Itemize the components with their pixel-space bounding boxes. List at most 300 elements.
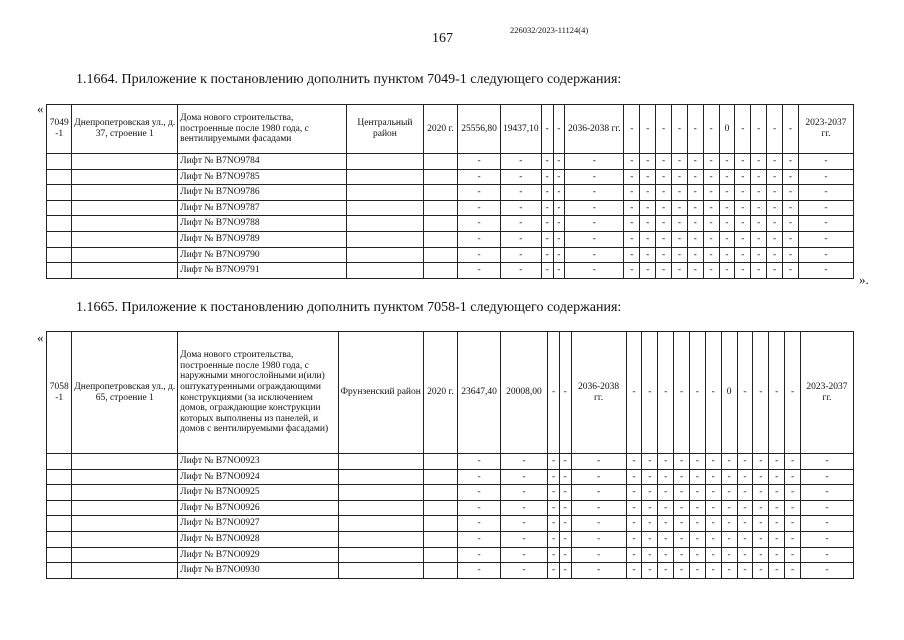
- empty-cell: [423, 154, 458, 170]
- dash-cell: -: [798, 263, 853, 279]
- dash-cell: -: [785, 500, 801, 516]
- section-1-main-row: [47, 105, 854, 154]
- section-2-main-row: [47, 332, 854, 454]
- lift-row: [47, 500, 854, 516]
- dash-cell: -: [782, 216, 798, 232]
- dash-cell: -: [767, 231, 783, 247]
- dash-cell: -: [785, 454, 801, 470]
- dash-cell: -: [548, 531, 560, 547]
- lift-label: Лифт № B7NO9790: [178, 247, 347, 263]
- dash-cell: -: [674, 563, 690, 579]
- dash-cell: -: [737, 563, 753, 579]
- cell: -: [658, 332, 674, 454]
- dash-cell: -: [500, 516, 548, 532]
- dash-cell: -: [689, 469, 705, 485]
- dash-cell: -: [565, 185, 624, 201]
- dash-cell: -: [671, 200, 687, 216]
- dash-cell: -: [571, 485, 626, 501]
- dash-cell: -: [719, 231, 735, 247]
- dash-cell: -: [571, 454, 626, 470]
- dash-cell: -: [500, 200, 541, 216]
- dash-cell: -: [541, 263, 553, 279]
- empty-cell: [338, 531, 423, 547]
- empty-cell: [72, 563, 178, 579]
- dash-cell: -: [753, 469, 769, 485]
- dash-cell: -: [674, 454, 690, 470]
- dash-cell: -: [541, 154, 553, 170]
- dash-cell: -: [458, 200, 500, 216]
- lift-row: [47, 200, 854, 216]
- dash-cell: -: [541, 216, 553, 232]
- cell: -: [553, 105, 565, 154]
- dash-cell: -: [500, 485, 548, 501]
- empty-cell: [347, 169, 423, 185]
- dash-cell: -: [458, 454, 500, 470]
- dash-cell: -: [674, 469, 690, 485]
- dash-cell: -: [671, 216, 687, 232]
- lift-row: [47, 469, 854, 485]
- dash-cell: -: [541, 200, 553, 216]
- dash-cell: -: [719, 185, 735, 201]
- dash-cell: -: [689, 531, 705, 547]
- dash-cell: -: [769, 563, 785, 579]
- dash-cell: -: [735, 154, 751, 170]
- dash-cell: -: [767, 263, 783, 279]
- dash-cell: -: [767, 154, 783, 170]
- dash-cell: -: [782, 154, 798, 170]
- dash-cell: -: [565, 247, 624, 263]
- dash-cell: -: [751, 200, 767, 216]
- dash-cell: -: [458, 169, 500, 185]
- cell: -: [559, 332, 571, 454]
- dash-cell: -: [721, 454, 737, 470]
- dash-cell: -: [500, 547, 548, 563]
- dash-cell: -: [541, 247, 553, 263]
- document-reference: 226032/2023-11124(4): [510, 25, 589, 35]
- empty-cell: [423, 185, 458, 201]
- dash-cell: -: [642, 563, 658, 579]
- dash-cell: -: [769, 500, 785, 516]
- dash-cell: -: [703, 185, 719, 201]
- empty-cell: [423, 531, 458, 547]
- empty-cell: [423, 216, 458, 232]
- empty-cell: [47, 454, 72, 470]
- dash-cell: -: [458, 516, 500, 532]
- dash-cell: -: [719, 216, 735, 232]
- dash-cell: -: [500, 154, 541, 170]
- dash-cell: -: [458, 485, 500, 501]
- section-2-table: [46, 331, 854, 579]
- dash-cell: -: [500, 247, 541, 263]
- empty-cell: [423, 516, 458, 532]
- empty-cell: [72, 231, 178, 247]
- empty-cell: [338, 454, 423, 470]
- dash-cell: -: [640, 231, 656, 247]
- dash-cell: -: [751, 247, 767, 263]
- dash-cell: -: [703, 263, 719, 279]
- dash-cell: -: [624, 200, 640, 216]
- dash-cell: -: [658, 469, 674, 485]
- lift-row: [47, 216, 854, 232]
- empty-cell: [338, 516, 423, 532]
- lift-label: Лифт № B7NO9788: [178, 216, 347, 232]
- dash-cell: -: [800, 500, 853, 516]
- empty-cell: [347, 247, 423, 263]
- dash-cell: -: [753, 547, 769, 563]
- dash-cell: -: [703, 216, 719, 232]
- empty-cell: [338, 563, 423, 579]
- empty-cell: [423, 231, 458, 247]
- dash-cell: -: [642, 469, 658, 485]
- final-period: 2023-2037 гг.: [800, 332, 853, 454]
- dash-cell: -: [705, 531, 721, 547]
- dash-cell: -: [458, 231, 500, 247]
- dash-cell: -: [565, 154, 624, 170]
- lift-label: Лифт № B7NO0929: [178, 547, 339, 563]
- dash-cell: -: [735, 231, 751, 247]
- dash-cell: -: [751, 216, 767, 232]
- cell: -: [656, 105, 672, 154]
- dash-cell: -: [656, 263, 672, 279]
- dash-cell: -: [624, 263, 640, 279]
- dash-cell: -: [500, 469, 548, 485]
- dash-cell: -: [500, 531, 548, 547]
- dash-cell: -: [626, 547, 642, 563]
- dash-cell: -: [753, 531, 769, 547]
- dash-cell: -: [782, 200, 798, 216]
- dash-cell: -: [689, 485, 705, 501]
- dash-cell: -: [798, 185, 853, 201]
- empty-cell: [72, 531, 178, 547]
- dash-cell: -: [721, 485, 737, 501]
- dash-cell: -: [674, 485, 690, 501]
- dash-cell: -: [553, 185, 565, 201]
- dash-cell: -: [703, 200, 719, 216]
- lift-label: Лифт № B7NO9786: [178, 185, 347, 201]
- empty-cell: [47, 469, 72, 485]
- empty-cell: [423, 169, 458, 185]
- dash-cell: -: [658, 500, 674, 516]
- lift-row: [47, 185, 854, 201]
- cell: -: [640, 105, 656, 154]
- dash-cell: -: [642, 454, 658, 470]
- dash-cell: -: [800, 563, 853, 579]
- dash-cell: -: [767, 200, 783, 216]
- dash-cell: -: [769, 485, 785, 501]
- dash-cell: -: [541, 185, 553, 201]
- dash-cell: -: [769, 516, 785, 532]
- empty-cell: [47, 485, 72, 501]
- dash-cell: -: [458, 216, 500, 232]
- dash-cell: -: [658, 547, 674, 563]
- dash-cell: -: [735, 185, 751, 201]
- dash-cell: -: [689, 516, 705, 532]
- living-area: 19437,10: [500, 105, 541, 154]
- dash-cell: -: [800, 516, 853, 532]
- dash-cell: -: [753, 454, 769, 470]
- cell: -: [674, 332, 690, 454]
- section-2-open-quote: «: [37, 330, 44, 345]
- dash-cell: -: [656, 169, 672, 185]
- dash-cell: -: [798, 154, 853, 170]
- dash-cell: -: [642, 547, 658, 563]
- dash-cell: -: [656, 231, 672, 247]
- dash-cell: -: [719, 247, 735, 263]
- dash-cell: -: [500, 563, 548, 579]
- dash-cell: -: [721, 547, 737, 563]
- empty-cell: [338, 547, 423, 563]
- empty-cell: [72, 469, 178, 485]
- dash-cell: -: [767, 169, 783, 185]
- lift-label: Лифт № B7NO0924: [178, 469, 339, 485]
- dash-cell: -: [753, 485, 769, 501]
- dash-cell: -: [671, 231, 687, 247]
- dash-cell: -: [658, 563, 674, 579]
- section-1-heading: 1.1664. Приложение к постановлению дополнить пунктом 7049-1 следующего содержания:: [76, 72, 622, 87]
- dash-cell: -: [624, 185, 640, 201]
- lift-label: Лифт № B7NO9791: [178, 263, 347, 279]
- living-area: 20008,00: [500, 332, 548, 454]
- empty-cell: [347, 231, 423, 247]
- lift-label: Лифт № B7NO0930: [178, 563, 339, 579]
- dash-cell: -: [626, 516, 642, 532]
- dash-cell: -: [500, 169, 541, 185]
- dash-cell: -: [458, 563, 500, 579]
- dash-cell: -: [559, 485, 571, 501]
- dash-cell: -: [687, 169, 703, 185]
- dash-cell: -: [656, 185, 672, 201]
- empty-cell: [347, 263, 423, 279]
- dash-cell: -: [719, 169, 735, 185]
- dash-cell: -: [640, 200, 656, 216]
- dash-cell: -: [753, 516, 769, 532]
- empty-cell: [347, 154, 423, 170]
- lift-label: Лифт № B7NO0928: [178, 531, 339, 547]
- dash-cell: -: [624, 247, 640, 263]
- dash-cell: -: [737, 531, 753, 547]
- empty-cell: [72, 500, 178, 516]
- dash-cell: -: [671, 263, 687, 279]
- empty-cell: [423, 247, 458, 263]
- dash-cell: -: [559, 500, 571, 516]
- dash-cell: -: [705, 547, 721, 563]
- dash-cell: -: [800, 485, 853, 501]
- dash-cell: -: [735, 247, 751, 263]
- lift-row: [47, 547, 854, 563]
- dash-cell: -: [798, 169, 853, 185]
- lift-row: [47, 531, 854, 547]
- empty-cell: [338, 500, 423, 516]
- dash-cell: -: [624, 169, 640, 185]
- dash-cell: -: [553, 169, 565, 185]
- dash-cell: -: [642, 485, 658, 501]
- dash-cell: -: [640, 247, 656, 263]
- dash-cell: -: [541, 169, 553, 185]
- cell: -: [735, 105, 751, 154]
- dash-cell: -: [674, 547, 690, 563]
- empty-cell: [423, 563, 458, 579]
- dash-cell: -: [458, 469, 500, 485]
- dash-cell: -: [782, 231, 798, 247]
- dash-cell: -: [687, 154, 703, 170]
- cell: -: [703, 105, 719, 154]
- dash-cell: -: [674, 531, 690, 547]
- lift-row: [47, 154, 854, 170]
- lift-row: [47, 231, 854, 247]
- dash-cell: -: [640, 216, 656, 232]
- empty-cell: [47, 185, 72, 201]
- period: 2036-2038 гг.: [571, 332, 626, 454]
- dash-cell: -: [656, 154, 672, 170]
- empty-cell: [338, 469, 423, 485]
- dash-cell: -: [769, 531, 785, 547]
- dash-cell: -: [719, 263, 735, 279]
- dash-cell: -: [658, 454, 674, 470]
- dash-cell: -: [800, 454, 853, 470]
- empty-cell: [47, 200, 72, 216]
- dash-cell: -: [571, 531, 626, 547]
- section-1-close-quote: ».: [859, 272, 869, 287]
- lift-label: Лифт № B7NO0927: [178, 516, 339, 532]
- dash-cell: -: [674, 500, 690, 516]
- dash-cell: -: [751, 154, 767, 170]
- dash-cell: -: [703, 231, 719, 247]
- dash-cell: -: [656, 247, 672, 263]
- dash-cell: -: [798, 247, 853, 263]
- cell: -: [642, 332, 658, 454]
- dash-cell: -: [553, 216, 565, 232]
- empty-cell: [347, 200, 423, 216]
- empty-cell: [423, 547, 458, 563]
- empty-cell: [47, 500, 72, 516]
- period: 2036-2038 гг.: [565, 105, 624, 154]
- dash-cell: -: [785, 516, 801, 532]
- empty-cell: [47, 247, 72, 263]
- dash-cell: -: [751, 185, 767, 201]
- dash-cell: -: [798, 216, 853, 232]
- empty-cell: [423, 485, 458, 501]
- dash-cell: -: [705, 469, 721, 485]
- dash-cell: -: [753, 500, 769, 516]
- empty-cell: [47, 169, 72, 185]
- empty-cell: [72, 516, 178, 532]
- dash-cell: -: [769, 469, 785, 485]
- dash-cell: -: [767, 216, 783, 232]
- dash-cell: -: [565, 216, 624, 232]
- empty-cell: [72, 485, 178, 501]
- lift-row: [47, 485, 854, 501]
- cell: -: [624, 105, 640, 154]
- empty-cell: [47, 531, 72, 547]
- dash-cell: -: [458, 547, 500, 563]
- address: Днепропетровская ул., д. 65, строение 1: [72, 332, 178, 454]
- dash-cell: -: [687, 200, 703, 216]
- dash-cell: -: [687, 263, 703, 279]
- dash-cell: -: [559, 516, 571, 532]
- dash-cell: -: [548, 485, 560, 501]
- empty-cell: [72, 200, 178, 216]
- dash-cell: -: [626, 454, 642, 470]
- dash-cell: -: [458, 263, 500, 279]
- empty-cell: [72, 454, 178, 470]
- dash-cell: -: [626, 531, 642, 547]
- dash-cell: -: [767, 247, 783, 263]
- empty-cell: [72, 154, 178, 170]
- dash-cell: -: [571, 563, 626, 579]
- empty-cell: [47, 516, 72, 532]
- lift-row: [47, 169, 854, 185]
- empty-cell: [423, 263, 458, 279]
- lift-label: Лифт № B7NO9789: [178, 231, 347, 247]
- dash-cell: -: [548, 469, 560, 485]
- dash-cell: -: [640, 169, 656, 185]
- dash-cell: -: [571, 547, 626, 563]
- cell: -: [671, 105, 687, 154]
- dash-cell: -: [548, 516, 560, 532]
- dash-cell: -: [642, 516, 658, 532]
- dash-cell: -: [721, 469, 737, 485]
- dash-cell: -: [785, 485, 801, 501]
- dash-cell: -: [553, 231, 565, 247]
- dash-cell: -: [737, 547, 753, 563]
- dash-cell: -: [737, 516, 753, 532]
- dash-cell: -: [705, 485, 721, 501]
- dash-cell: -: [689, 500, 705, 516]
- dash-cell: -: [785, 563, 801, 579]
- dash-cell: -: [782, 247, 798, 263]
- dash-cell: -: [458, 531, 500, 547]
- dash-cell: -: [559, 454, 571, 470]
- cell: 0: [721, 332, 737, 454]
- lift-label: Лифт № B7NO0923: [178, 454, 339, 470]
- dash-cell: -: [800, 547, 853, 563]
- empty-cell: [423, 500, 458, 516]
- dash-cell: -: [541, 231, 553, 247]
- dash-cell: -: [565, 263, 624, 279]
- cell: 0: [719, 105, 735, 154]
- empty-cell: [47, 263, 72, 279]
- cell: -: [737, 332, 753, 454]
- dash-cell: -: [624, 231, 640, 247]
- dash-cell: -: [640, 185, 656, 201]
- dash-cell: -: [703, 154, 719, 170]
- build-year: 2020 г.: [423, 332, 458, 454]
- cell: -: [767, 105, 783, 154]
- dash-cell: -: [626, 469, 642, 485]
- dash-cell: -: [640, 263, 656, 279]
- dash-cell: -: [674, 516, 690, 532]
- dash-cell: -: [548, 454, 560, 470]
- empty-cell: [47, 154, 72, 170]
- dash-cell: -: [500, 454, 548, 470]
- dash-cell: -: [751, 231, 767, 247]
- dash-cell: -: [798, 200, 853, 216]
- dash-cell: -: [658, 531, 674, 547]
- dash-cell: -: [800, 469, 853, 485]
- dash-cell: -: [782, 263, 798, 279]
- district: Центральный район: [347, 105, 423, 154]
- dash-cell: -: [767, 185, 783, 201]
- dash-cell: -: [559, 531, 571, 547]
- dash-cell: -: [721, 500, 737, 516]
- dash-cell: -: [671, 154, 687, 170]
- dash-cell: -: [689, 563, 705, 579]
- dash-cell: -: [705, 500, 721, 516]
- dash-cell: -: [737, 454, 753, 470]
- dash-cell: -: [721, 531, 737, 547]
- empty-cell: [72, 185, 178, 201]
- empty-cell: [47, 216, 72, 232]
